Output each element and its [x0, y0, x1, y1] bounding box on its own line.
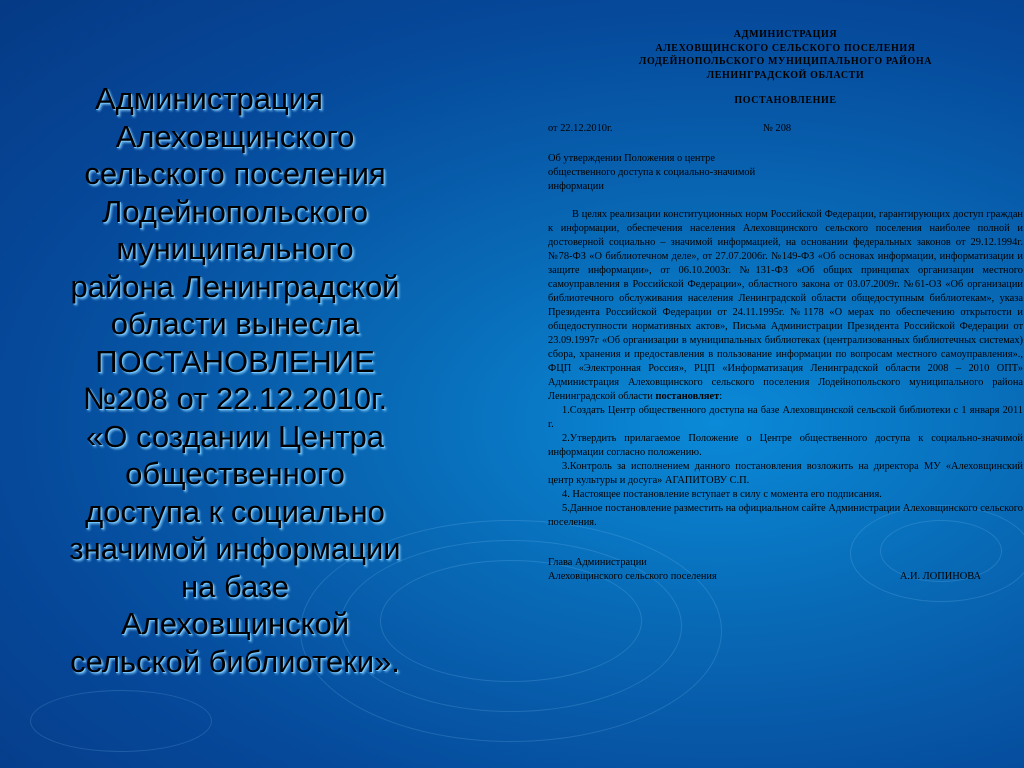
- summary-line: «О создании Центра: [86, 418, 384, 454]
- summary-line: сельской библиотеки».: [70, 643, 400, 679]
- summary-line: доступа к социально: [85, 493, 385, 529]
- slide-summary-text: [40, 80, 430, 680]
- preamble-text: В целях реализации конституционных норм Российской Федерации, гарантирующих доступ граждан к информации, обеспечения населения Алеховщинского сельского поселения наиболее полной и достоверной социально – значимой информацией, на основании федеральных законов от 29.12.1994г. №78-ФЗ «О библиотечном деле», от 27.07.2006г. №149-ФЗ «Об основах информации, информатизации и защите информации», от 06.10.2003г. №131-ФЗ «Об общих принципах организации местного самоуправления в Российской Федерации», областного закона от 03.07.2009г. №61-ОЗ «Об организации библиотечного обслуживания населения Ленинградской области общедоступным библиотекам», указа Президента Российской Федерации от 24.11.1995г. №1178 «О мерах по обеспечению открытости и общедоступности нормативных актов», Письма Администрации Президента Российской Федерации от 23.09.1997г «Об организации в муниципальных библиотеках (централизованных библиотечных системах) сбора, хранения и предоставления в пользование информации по вопросам местного самоуправления»., ФЦП «Электронная Россия», РЦП «Информатизация Ленинградской области 2008 – 2010 ОПТ» Администрация Алеховщинского сельского поселения Лодейнопольского муниципального района Ленинградской области: [548, 209, 1023, 402]
- subject-line: общественного доступа к социально-значимой: [548, 167, 756, 178]
- header-line: АЛЕХОВЩИНСКОГО СЕЛЬСКОГО ПОСЕЛЕНИЯ: [655, 42, 916, 54]
- summary-line: №208 от 22.12.2010г.: [82, 381, 388, 416]
- summary-line: района Ленинградской: [70, 268, 400, 304]
- signature-position: Алеховщинского сельского поселения: [548, 571, 717, 582]
- signature-title: Глава Администрации: [548, 557, 647, 568]
- summary-line: общественного: [125, 456, 345, 491]
- summary-line: ПОСТАНОВЛЕНИЕ: [95, 343, 375, 379]
- decree-items: [548, 404, 1023, 530]
- document-title: ПОСТАНОВЛЕНИЕ: [734, 95, 837, 106]
- signature-row: [548, 570, 1023, 584]
- decree-item: 3.Контроль за исполнением данного постановления возложить на директора МУ «Алеховщинский центр культуры и досуга» АГАПИТОВУ С.П.: [548, 461, 1023, 486]
- document-body: [548, 208, 1023, 530]
- subject-line: Об утверждении Положения о центре: [548, 153, 715, 164]
- decree-item: 5.Данное постановление разместить на официальном сайте Администрации Алеховщинского сельского поселения.: [548, 503, 1023, 528]
- summary-line: сельского поселения: [84, 156, 386, 191]
- decree-item: 4. Настоящее постановление вступает в силу с момента его подписания.: [562, 489, 882, 500]
- signature-block: [548, 556, 1023, 584]
- summary-line: на базе: [180, 568, 289, 604]
- decree-item: 1.Создать Центр общественного доступа на базе Алеховщинской сельской библиотеки с 1 января 2011 г.: [548, 405, 1023, 430]
- summary-line: муниципального: [116, 231, 354, 266]
- summary-line: Алеховщинского: [115, 118, 355, 154]
- decree-item: 2.Утвердить прилагаемое Положение о Центре общественного доступа к социально-значимой информации согласно положению.: [548, 433, 1023, 458]
- summary-line: области вынесла: [110, 306, 360, 341]
- summary-line: значимой информации: [69, 531, 401, 566]
- decree-document: [548, 28, 1023, 584]
- summary-line: Алеховщинской: [120, 606, 350, 641]
- document-header: [548, 28, 1023, 82]
- document-date: от 22.12.2010г.: [548, 123, 613, 134]
- subject-line: информации: [548, 181, 604, 192]
- summary-line: Администрация: [95, 81, 323, 116]
- preamble-paragraph: [548, 208, 1023, 404]
- document-subject: [548, 152, 1023, 194]
- document-number: № 208: [763, 123, 792, 134]
- signature-name: А.И. ЛОПИНОВА: [899, 571, 981, 582]
- header-line: ЛЕНИНГРАДСКОЙ ОБЛАСТИ: [706, 69, 865, 81]
- ripple-decoration: [30, 690, 212, 752]
- summary-line: Лодейнопольского: [101, 193, 368, 229]
- decree-word: постановляет: [655, 391, 720, 402]
- decree-colon: :: [719, 391, 723, 402]
- date-line: [548, 122, 1023, 136]
- header-line: АДМИНИСТРАЦИЯ: [733, 29, 838, 40]
- header-line: ЛОДЕЙНОПОЛЬСКОГО МУНИЦИПАЛЬНОГО РАЙОНА: [638, 56, 933, 67]
